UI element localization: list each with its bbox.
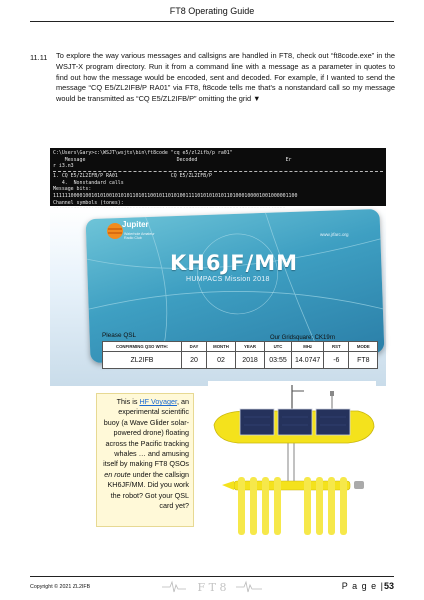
table-cell: FT8 — [349, 352, 378, 369]
footer-copyright: Copyright © 2021 ZL2IFB — [30, 584, 91, 590]
qsl-mission: HUMPACS Mission 2018 — [186, 276, 270, 283]
console-line: 4. Nonstandard calls — [53, 179, 124, 186]
qsl-card-photo — [50, 208, 386, 386]
caption-text: under the callsign KH6JF/MM. Did you work the robot? Got your QSL card yet? — [107, 469, 189, 511]
ft8-waveform-logo-icon — [162, 578, 262, 596]
qsl-url: www.jrfarc.org — [320, 232, 349, 237]
table-header: DAY — [182, 342, 207, 352]
console-line: C:\Users\Gary>c:\WSJT\wsjtx\bin\ft8code "cq e5/zl2ifb/p ra01" — [53, 150, 233, 156]
header-title: FT8 Operating Guide — [169, 6, 255, 16]
caption-emphasis: en route — [104, 469, 131, 479]
table-row — [103, 352, 378, 369]
console-line: r i3.n3 — [53, 163, 74, 170]
wave-glider-drone-image — [208, 381, 376, 551]
table-header: YEAR — [236, 342, 265, 352]
hf-voyager-link[interactable]: HF Voyager — [139, 397, 177, 406]
table-cell: 2018 — [236, 352, 265, 369]
table-header: MONTH — [207, 342, 236, 352]
table-cell: 02 — [207, 352, 236, 369]
table-header-row — [103, 342, 378, 352]
section-paragraph: To explore the way various messages and callsigns are handled in FT8, check out “ft8code.exe” in the WSJT-X program directory. Run it from a command line with a message as a parameter in quotes to find out how the message would be encoded, sent and decoded. For example, if I wanted to send the message “CQ E5/ZL2IFB/P RA01” via FT8, ft8code tells me that’s a nonstandard call so my message would be transmitted as “CQ E5/ZL2IFB/P” omitting the grid ▼ — [56, 51, 395, 104]
command-line-screenshot — [50, 148, 386, 206]
table-header: UTC — [265, 342, 292, 352]
page-separator: | — [380, 581, 384, 591]
table-cell: -6 — [324, 352, 349, 369]
caption-text: This is — [116, 397, 140, 406]
qsl-please-label: Please QSL — [102, 332, 137, 339]
page-number-label — [342, 581, 394, 591]
qsl-logo-text: Jupiter — [122, 220, 149, 229]
console-separator — [53, 171, 383, 172]
qsl-callsign: KH6JF/MM — [170, 251, 299, 275]
footer-divider — [30, 576, 394, 577]
table-header: MHz — [292, 342, 324, 352]
header-divider — [30, 21, 394, 22]
caption-text: , an experimental scientific buoy (a Wave Glider solar-powered drone) floating across the Pacific tracking whales … and amusing itself by making FT8 QSOs — [103, 397, 189, 469]
qsl-gridsquare: Our Gridsquare: CK19rn — [270, 335, 336, 341]
qsl-table — [102, 341, 378, 369]
section-number: 11.11 — [30, 53, 48, 62]
table-header: MODE — [349, 342, 378, 352]
table-cell: 14.0747 — [292, 352, 324, 369]
console-line: Message bits: — [53, 186, 92, 193]
table-header: RST — [324, 342, 349, 352]
qsl-club-name: Waterhole Amateur Radio Club — [124, 232, 155, 241]
table-cell: 20 — [182, 352, 207, 369]
console-line: Channel symbols (tones): — [53, 199, 124, 206]
table-cell: ZL2IFB — [103, 352, 182, 369]
footer-logo-text: F T 8 — [197, 581, 227, 594]
table-header: CONFIRMING QSO WITH: — [103, 342, 182, 352]
console-line: Message Decoded Er — [53, 156, 292, 163]
caption-box — [96, 393, 194, 527]
page-number: 53 — [383, 581, 394, 591]
table-cell: 03:55 — [265, 352, 292, 369]
console-line: 1. CQ E5/ZL2IFB/P RA01 CQ E5/ZL2IFB/P — [53, 173, 212, 180]
page-label: P a g e — [341, 581, 378, 591]
console-line: 11111100001001010100101010110101100101101010011110101010101101000100001001000001100 — [53, 193, 298, 200]
